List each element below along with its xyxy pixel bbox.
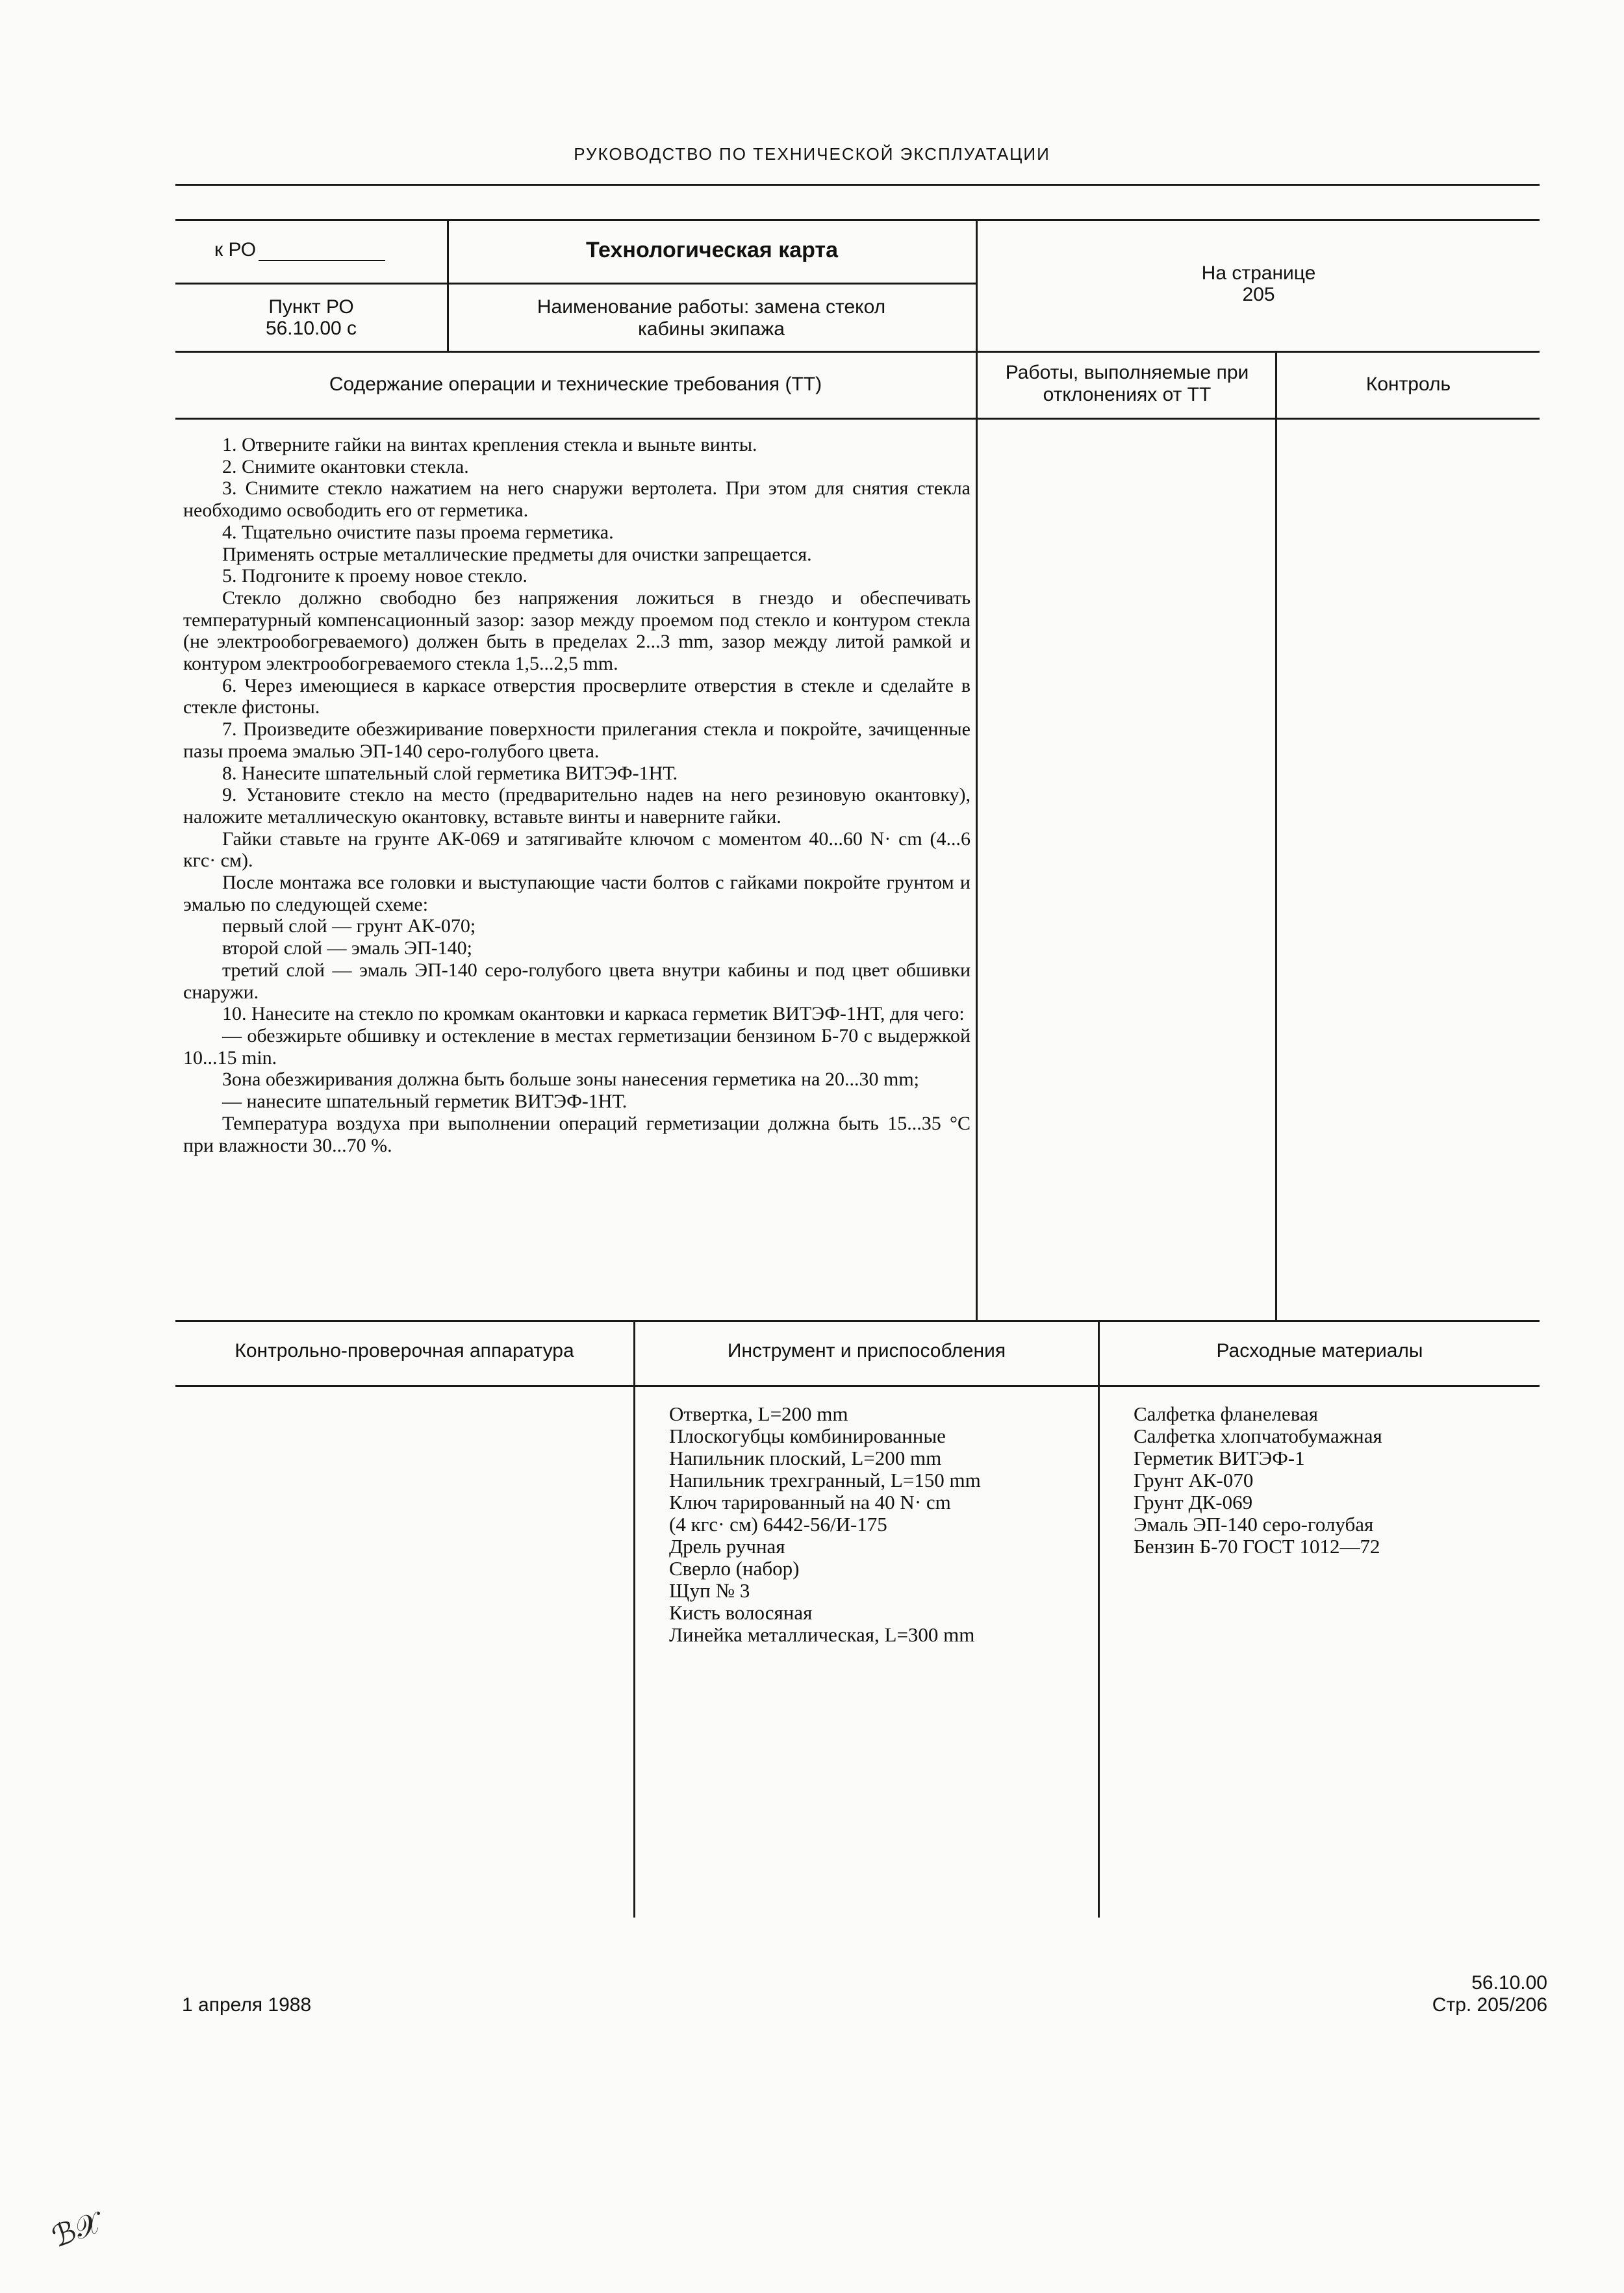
- bottom-vertical-divider-1: [633, 1320, 635, 1918]
- operation-line: После монтажа все головки и выступающие части болтов с гайками покройте грунтом и эмалью по следующей схеме:: [183, 872, 971, 915]
- tool-item: Напильник трехгранный, L=150 mm: [669, 1469, 981, 1491]
- operation-line: 3. Снимите стекло нажатием на него снаружи вертолета. При этом для снятия стекла необходимо освободить его от герметика.: [183, 477, 971, 522]
- item-number: 56.10.00 с: [265, 318, 357, 339]
- operation-line: Температура воздуха при выполнении операций герметизации должна быть 15...35 °С при влажности 30...70 %.: [183, 1112, 971, 1156]
- column-header-control: Контроль: [1365, 374, 1451, 395]
- tool-item: Ключ тарированный на 40 N· cm: [669, 1491, 951, 1514]
- bottom-vertical-divider-2: [1098, 1320, 1100, 1918]
- tool-item: Кисть волосяная: [669, 1601, 813, 1624]
- tool-item: Щуп № 3: [669, 1579, 750, 1602]
- work-name: Наименование работы: замена стекол кабины экипажа: [537, 296, 886, 340]
- table-top-border: [175, 219, 1540, 221]
- operation-line: 4. Тщательно очистите пазы проема герметика.: [222, 521, 614, 543]
- operation-line: Стекло должно свободно без напряжения ложиться в гнездо и обеспечивать температурный компенсационный зазор: зазор между проемом под стекло и контуром стекла (не электрообогреваемого) должен быть в пределах 2...3 mm, зазор между литой рамкой и контуром электрообогреваемого стекла 1,5...2,5 mm.: [183, 587, 971, 675]
- on-page-label: На странице: [1201, 262, 1316, 284]
- tool-item: Плоскогубцы комбинированные: [669, 1425, 946, 1447]
- operation-line: третий слой — эмаль ЭП-140 серо-голубого цвета внутри кабины и под цвет обшивки снаружи.: [183, 959, 971, 1003]
- material-item: Герметик ВИТЭФ-1: [1134, 1447, 1305, 1469]
- column-header-deviations: Работы, выполняемые при отклонениях от ТТ: [1005, 362, 1249, 405]
- on-page-number: 205: [1242, 284, 1275, 305]
- document-header: РУКОВОДСТВО ПО ТЕХНИЧЕСКОЙ ЭКСПЛУАТАЦИИ: [574, 144, 1050, 164]
- material-item: Салфетка хлопчатобумажная: [1134, 1425, 1382, 1447]
- operation-line: 7. Произведите обезжиривание поверхности прилегания стекла и покройте, зачищенные пазы проема эмалью ЭП-140 серо-голубого цвета.: [183, 718, 971, 762]
- tool-item: (4 кгс· см) 6442-56/И-175: [669, 1513, 887, 1536]
- operation-line: Применять острые металлические предметы для очистки запрещается.: [222, 543, 812, 565]
- handwritten-signature: ℬ𝒳: [47, 2204, 106, 2255]
- footer-date: 1 апреля 1988: [182, 1994, 312, 2016]
- control-column-divider: [1275, 351, 1277, 1320]
- ref-label: к РО: [214, 239, 257, 260]
- card-vertical-divider-2: [976, 219, 978, 1320]
- tool-item: Сверло (набор): [669, 1557, 800, 1580]
- column-header-bottom: [175, 418, 1540, 420]
- material-item: Бензин Б-70 ГОСТ 1012—72: [1134, 1535, 1380, 1558]
- materials-list: [1134, 1403, 1382, 1558]
- equipment-header: Контрольно-проверочная аппаратура: [235, 1340, 574, 1362]
- material-item: Грунт АК-070: [1134, 1469, 1254, 1491]
- material-item: Салфетка фланелевая: [1134, 1402, 1319, 1425]
- operation-line: 6. Через имеющиеся в каркасе отверстия просверлите отверстия в стекле и сделайте в стекле фистоны.: [183, 674, 971, 718]
- tool-item: Дрель ручная: [669, 1535, 785, 1558]
- tool-item: Отвертка, L=200 mm: [669, 1402, 848, 1425]
- tool-item: Напильник плоский, L=200 mm: [669, 1447, 942, 1469]
- operation-line: Зона обезжиривания должна быть больше зоны нанесения герметика на 20...30 mm;: [222, 1069, 919, 1091]
- material-item: Грунт ДК-069: [1134, 1491, 1253, 1514]
- column-header-content: Содержание операции и технические требования (ТТ): [329, 374, 822, 395]
- operations-bottom-border: [175, 1320, 1540, 1322]
- operation-line: 2. Снимите окантовки стекла.: [222, 455, 469, 477]
- ref-cell: [214, 239, 385, 261]
- operation-line: — обезжирьте обшивку и остекление в местах герметизации бензином Б-70 с выдержкой 10...15 min.: [183, 1024, 971, 1069]
- bottom-header-border: [175, 1385, 1540, 1387]
- operation-line: 5. Подгоните к проему новое стекло.: [222, 565, 527, 587]
- tool-item: Линейка металлическая, L=300 mm: [669, 1623, 975, 1646]
- ref-blank-line: [259, 243, 385, 261]
- footer-page: Стр. 205/206: [1432, 1994, 1547, 2016]
- operation-line: первый слой — грунт АК-070;: [222, 915, 476, 937]
- operation-line: 8. Нанесите шпательный слой герметика ВИТЭФ-1НТ.: [222, 762, 678, 784]
- header-rule: [175, 184, 1540, 186]
- operation-line: второй слой — эмаль ЭП-140;: [222, 937, 472, 959]
- card-row-divider: [175, 283, 978, 285]
- operation-line: — нанесите шпательный герметик ВИТЭФ-1НТ.: [222, 1091, 628, 1113]
- operation-line: 10. Нанесите на стекло по кромкам окантовки и каркаса герметик ВИТЭФ-1НТ, для чего:: [222, 1003, 965, 1025]
- operations-list: [183, 434, 971, 1156]
- tools-header: Инструмент и приспособления: [727, 1340, 1006, 1362]
- operation-line: 9. Установите стекло на место (предварительно надев на него резиновую окантовку), наложите металлическую окантовку, вставьте винты и наверните гайки.: [183, 784, 971, 828]
- operation-line: Гайки ставьте на грунте АК-069 и затягивайте ключом с моментом 40...60 N· cm (4...6 кгс· см).: [183, 828, 971, 872]
- card-bottom-border: [175, 351, 1540, 353]
- material-item: Эмаль ЭП-140 серо-голубая: [1134, 1513, 1374, 1536]
- tools-list: [669, 1403, 981, 1646]
- item-label: Пункт РО: [268, 296, 354, 318]
- card-title: Технологическая карта: [585, 238, 838, 262]
- materials-header: Расходные материалы: [1216, 1340, 1423, 1362]
- operation-line: 1. Отверните гайки на винтах крепления стекла и выньте винты.: [222, 434, 757, 455]
- footer-section: 56.10.00: [1471, 1972, 1547, 1994]
